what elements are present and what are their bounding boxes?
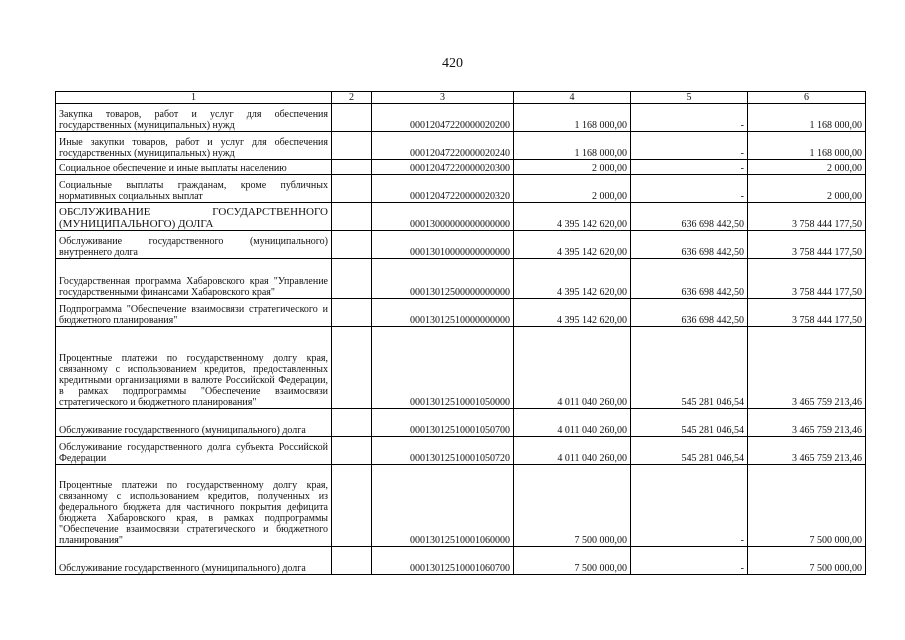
table-row xyxy=(56,132,866,160)
row-plan-amount-cell: 2 000,00 xyxy=(514,160,631,175)
row-name-cell: Государственная программа Хабаровского края "Управление государственными финансами Хабаровского края" xyxy=(56,259,332,299)
page-number: 420 xyxy=(442,56,463,71)
row-remainder-amount-cell: 3 465 759 213,46 xyxy=(748,409,866,437)
row-col2-cell xyxy=(332,259,372,299)
table-row xyxy=(56,437,866,465)
row-name-cell: Социальное обеспечение и иные выплаты населению xyxy=(56,160,332,175)
row-code-cell: 00013012510001050000 xyxy=(372,327,514,409)
row-name-cell: ОБСЛУЖИВАНИЕ ГОСУДАРСТВЕННОГО (МУНИЦИПАЛЬНОГО) ДОЛГА xyxy=(56,203,332,231)
row-executed-amount-cell: 636 698 442,50 xyxy=(631,203,748,231)
row-remainder-amount-cell: 3 465 759 213,46 xyxy=(748,437,866,465)
table-row xyxy=(56,299,866,327)
row-plan-amount-cell: 2 000,00 xyxy=(514,175,631,203)
table-row xyxy=(56,465,866,547)
row-col2-cell xyxy=(332,160,372,175)
row-col2-cell xyxy=(332,132,372,160)
row-remainder-amount-cell: 7 500 000,00 xyxy=(748,465,866,547)
row-name-cell: Обслуживание государственного (муниципального) внутреннего долга xyxy=(56,231,332,259)
row-executed-amount-cell: - xyxy=(631,465,748,547)
row-plan-amount-cell: 4 395 142 620,00 xyxy=(514,299,631,327)
table-row xyxy=(56,327,866,409)
column-header: 2 xyxy=(332,92,372,104)
row-code-cell: 00013000000000000000 xyxy=(372,203,514,231)
row-col2-cell xyxy=(332,437,372,465)
column-header: 6 xyxy=(748,92,866,104)
row-remainder-amount-cell: 3 465 759 213,46 xyxy=(748,327,866,409)
row-col2-cell xyxy=(332,465,372,547)
table-row xyxy=(56,231,866,259)
row-plan-amount-cell: 1 168 000,00 xyxy=(514,132,631,160)
row-plan-amount-cell: 4 011 040 260,00 xyxy=(514,327,631,409)
row-executed-amount-cell: - xyxy=(631,132,748,160)
row-name-cell: Процентные платежи по государственному долгу края, связанному с использованием кредитов, предоставленных кредитными организациями в валюте Российской Федерации, в рамках подпрограммы "Обеспечение взаимосвязи стратегического и бюджетного планирования" xyxy=(56,327,332,409)
row-executed-amount-cell: 545 281 046,54 xyxy=(631,327,748,409)
table-row xyxy=(56,160,866,175)
row-col2-cell xyxy=(332,175,372,203)
row-remainder-amount-cell: 3 758 444 177,50 xyxy=(748,231,866,259)
row-remainder-amount-cell: 3 758 444 177,50 xyxy=(748,299,866,327)
row-col2-cell xyxy=(332,327,372,409)
table-row xyxy=(56,203,866,231)
row-plan-amount-cell: 7 500 000,00 xyxy=(514,547,631,575)
row-col2-cell xyxy=(332,547,372,575)
row-plan-amount-cell: 4 395 142 620,00 xyxy=(514,259,631,299)
table-row xyxy=(56,259,866,299)
budget-table xyxy=(55,91,866,575)
row-code-cell: 00013010000000000000 xyxy=(372,231,514,259)
row-remainder-amount-cell: 1 168 000,00 xyxy=(748,132,866,160)
row-code-cell: 00012047220000020240 xyxy=(372,132,514,160)
row-executed-amount-cell: - xyxy=(631,547,748,575)
row-code-cell: 00012047220000020200 xyxy=(372,104,514,132)
column-header: 1 xyxy=(56,92,332,104)
row-remainder-amount-cell: 1 168 000,00 xyxy=(748,104,866,132)
row-col2-cell xyxy=(332,231,372,259)
row-col2-cell xyxy=(332,409,372,437)
row-executed-amount-cell: 636 698 442,50 xyxy=(631,299,748,327)
row-name-cell: Иные закупки товаров, работ и услуг для обеспечения государственных (муниципальных) нужд xyxy=(56,132,332,160)
row-code-cell: 00013012510001050720 xyxy=(372,437,514,465)
row-name-cell: Обслуживание государственного (муниципального) долга xyxy=(56,547,332,575)
row-name-cell: Подпрограмма "Обеспечение взаимосвязи стратегического и бюджетного планирования" xyxy=(56,299,332,327)
row-code-cell: 00012047220000020320 xyxy=(372,175,514,203)
column-header: 4 xyxy=(514,92,631,104)
row-code-cell: 00013012510001060700 xyxy=(372,547,514,575)
row-col2-cell xyxy=(332,203,372,231)
row-name-cell: Процентные платежи по государственному долгу края, связанному с использованием кредитов, полученных из федерального бюджета для частичного покрытия дефицита бюджета Хабаровского края, в рамках подпрограммы "Обеспечение взаимосвязи стратегического и бюджетного планирования" xyxy=(56,465,332,547)
row-executed-amount-cell: 636 698 442,50 xyxy=(631,231,748,259)
row-plan-amount-cell: 1 168 000,00 xyxy=(514,104,631,132)
row-executed-amount-cell: - xyxy=(631,104,748,132)
row-executed-amount-cell: 545 281 046,54 xyxy=(631,409,748,437)
row-executed-amount-cell: - xyxy=(631,175,748,203)
row-executed-amount-cell: 545 281 046,54 xyxy=(631,437,748,465)
row-executed-amount-cell: - xyxy=(631,160,748,175)
table-row xyxy=(56,175,866,203)
row-remainder-amount-cell: 7 500 000,00 xyxy=(748,547,866,575)
table-row xyxy=(56,104,866,132)
row-remainder-amount-cell: 2 000,00 xyxy=(748,160,866,175)
row-plan-amount-cell: 4 011 040 260,00 xyxy=(514,437,631,465)
row-name-cell: Социальные выплаты гражданам, кроме публичных нормативных социальных выплат xyxy=(56,175,332,203)
table-row xyxy=(56,547,866,575)
row-code-cell: 00012047220000020300 xyxy=(372,160,514,175)
row-plan-amount-cell: 4 395 142 620,00 xyxy=(514,231,631,259)
row-code-cell: 00013012500000000000 xyxy=(372,259,514,299)
row-code-cell: 00013012510001060000 xyxy=(372,465,514,547)
row-code-cell: 00013012510001050700 xyxy=(372,409,514,437)
row-col2-cell xyxy=(332,104,372,132)
row-remainder-amount-cell: 2 000,00 xyxy=(748,175,866,203)
table-row xyxy=(56,409,866,437)
row-plan-amount-cell: 7 500 000,00 xyxy=(514,465,631,547)
row-col2-cell xyxy=(332,299,372,327)
row-remainder-amount-cell: 3 758 444 177,50 xyxy=(748,203,866,231)
row-code-cell: 00013012510000000000 xyxy=(372,299,514,327)
row-name-cell: Обслуживание государственного (муниципального) долга xyxy=(56,409,332,437)
row-executed-amount-cell: 636 698 442,50 xyxy=(631,259,748,299)
row-name-cell: Обслуживание государственного долга субъекта Российской Федерации xyxy=(56,437,332,465)
row-plan-amount-cell: 4 011 040 260,00 xyxy=(514,409,631,437)
row-plan-amount-cell: 4 395 142 620,00 xyxy=(514,203,631,231)
row-name-cell: Закупка товаров, работ и услуг для обеспечения государственных (муниципальных) нужд xyxy=(56,104,332,132)
row-remainder-amount-cell: 3 758 444 177,50 xyxy=(748,259,866,299)
table-header-row xyxy=(56,92,866,104)
column-header: 5 xyxy=(631,92,748,104)
column-header: 3 xyxy=(372,92,514,104)
